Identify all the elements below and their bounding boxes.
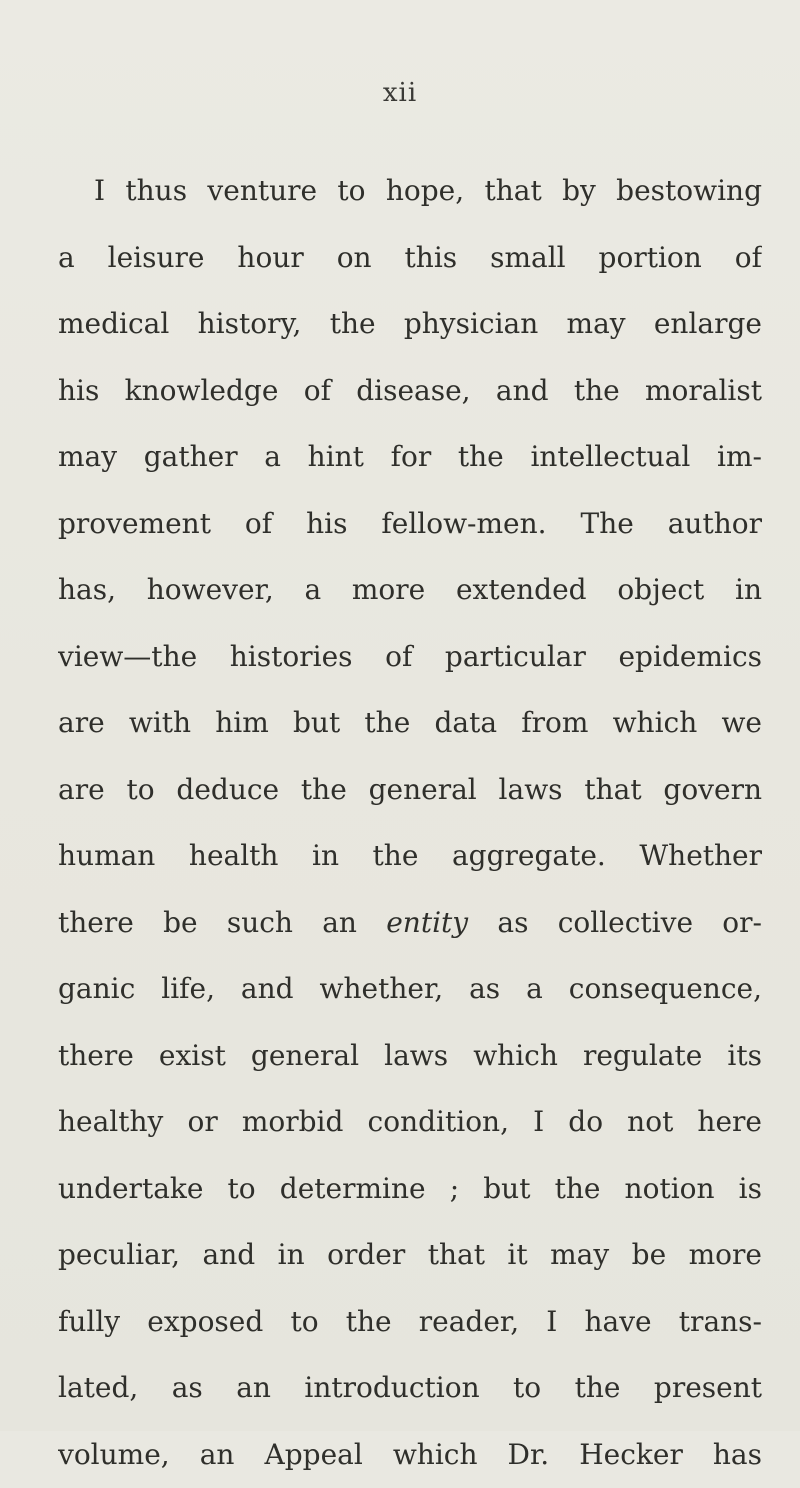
text-line: peculiar, and in order that it may be more <box>58 1222 762 1289</box>
text-line: provement of his fellow-men. The author <box>58 491 762 558</box>
text-line: there be such an entity as collective or- <box>58 890 762 957</box>
text-line: has, however, a more extended object in <box>58 557 762 624</box>
text-line: fully exposed to the reader, I have trans- <box>58 1289 762 1356</box>
text-line: undertake to determine ; but the notion is <box>58 1156 762 1223</box>
text-line: healthy or morbid condition, I do not here <box>58 1089 762 1156</box>
text-line: human health in the aggregate. Whether <box>58 823 762 890</box>
text-line: there exist general laws which regulate its <box>58 1023 762 1090</box>
italic-word: entity <box>386 906 468 939</box>
text-line: a leisure hour on this small portion of <box>58 225 762 292</box>
text-line: medical history, the physician may enlarge <box>58 291 762 358</box>
text-line: are to deduce the general laws that govern <box>58 757 762 824</box>
text-line: lated, as an introduction to the present <box>58 1355 762 1422</box>
text-line: volume, an Appeal which Dr. Hecker has <box>58 1422 762 1488</box>
body-text <box>58 158 762 1488</box>
text-line: I thus venture to hope, that by bestowing <box>58 158 762 225</box>
text-line: may gather a hint for the intellectual im- <box>58 424 762 491</box>
page-number: xii <box>0 78 800 108</box>
text-line: view—the histories of particular epidemics <box>58 624 762 691</box>
text-line: are with him but the data from which we <box>58 690 762 757</box>
text-line: his knowledge of disease, and the moralist <box>58 358 762 425</box>
text-line: ganic life, and whether, as a consequence, <box>58 956 762 1023</box>
